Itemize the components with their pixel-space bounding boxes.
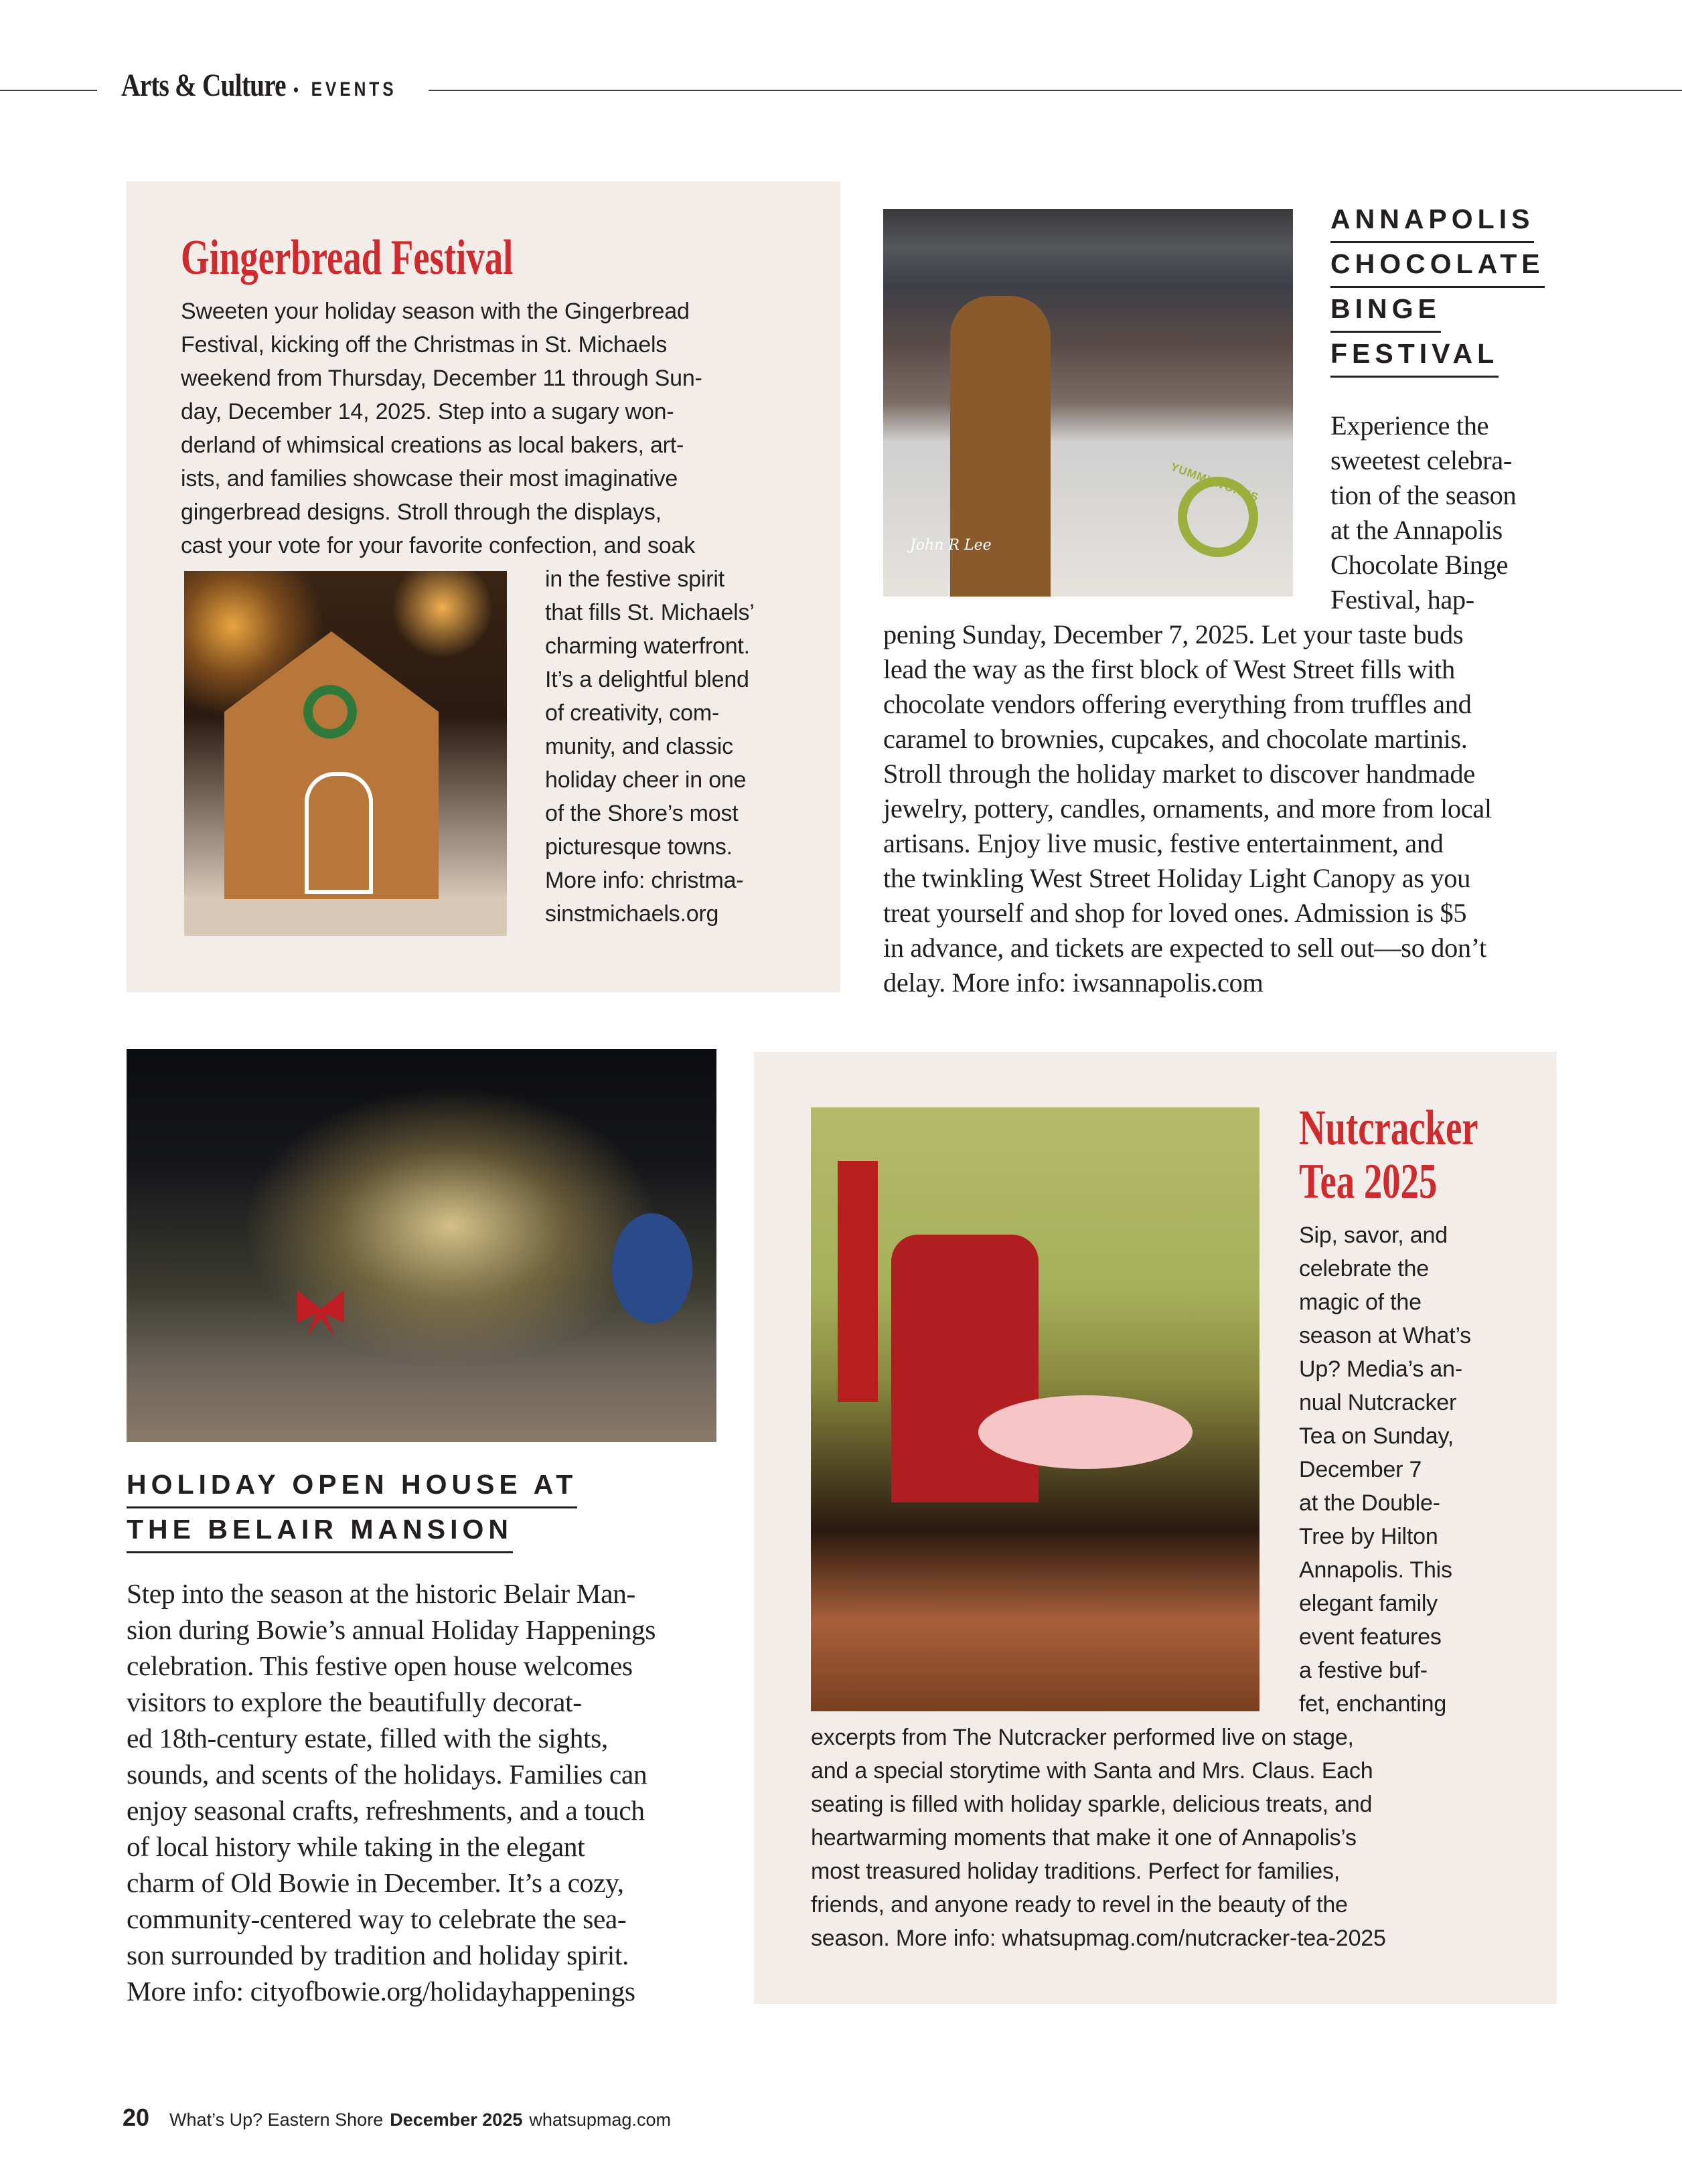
heading-line: FESTIVAL bbox=[1330, 335, 1499, 378]
chocolate-festival-photo bbox=[883, 209, 1293, 597]
title-line: Tea 2025 bbox=[1299, 1154, 1438, 1209]
text-line: Stroll through the holiday market to discover handmade bbox=[883, 759, 1475, 789]
section-title: Arts & Culture bbox=[121, 68, 286, 103]
text-line: Tea on Sunday, bbox=[1299, 1423, 1454, 1449]
text-line: treat yourself and shop for loved ones. Admission is $5 bbox=[883, 898, 1467, 928]
text-line: Festival, kicking off the Christmas in St. Michaels bbox=[181, 332, 668, 358]
text-line: Experience the bbox=[1330, 410, 1489, 441]
text-line: at the Annapolis bbox=[1330, 515, 1503, 545]
text-line: charming waterfront. bbox=[545, 633, 750, 659]
chocolate-body bbox=[883, 617, 1492, 1000]
text-line: sion during Bowie’s annual Holiday Happenings bbox=[127, 1614, 656, 1645]
text-line: jewelry, pottery, candles, ornaments, and more from local bbox=[883, 793, 1492, 824]
text-line: lead the way as the first block of West Street fills with bbox=[883, 654, 1455, 684]
belair-heading bbox=[127, 1466, 577, 1556]
text-line: visitors to explore the beautifully decorat- bbox=[127, 1687, 582, 1717]
heading-line: ANNAPOLIS bbox=[1330, 201, 1534, 243]
nutcracker-body-wrap bbox=[1299, 1219, 1471, 1721]
photo-credit-signature: John R Lee bbox=[910, 537, 992, 554]
text-line: magic of the bbox=[1299, 1290, 1422, 1315]
text-line: community-centered way to celebrate the sea- bbox=[127, 1903, 627, 1934]
text-line: picturesque towns. bbox=[545, 834, 733, 860]
text-line: weekend from Thursday, December 11 through Sun- bbox=[181, 366, 702, 391]
text-line: fet, enchanting bbox=[1299, 1691, 1447, 1717]
issue-date: December 2025 bbox=[390, 2110, 523, 2130]
publication-name: What’s Up? Eastern Shore bbox=[169, 2110, 384, 2130]
text-line: Sweeten your holiday season with the Gingerbread bbox=[181, 299, 690, 324]
text-line: chocolate vendors offering everything from truffles and bbox=[883, 689, 1472, 719]
bullet-separator: • bbox=[293, 80, 298, 100]
title-line: Nutcracker bbox=[1299, 1101, 1478, 1156]
text-line: munity, and classic bbox=[545, 734, 733, 759]
text-line: of the Shore’s most bbox=[545, 801, 739, 826]
text-line: ed 18th-century estate, filled with the sights, bbox=[127, 1723, 608, 1753]
text-line: of creativity, com- bbox=[545, 700, 720, 726]
red-bow-icon bbox=[297, 1290, 344, 1337]
text-line: event features bbox=[1299, 1624, 1442, 1650]
text-line: seating is filled with holiday sparkle, delicious treats, and bbox=[811, 1792, 1373, 1817]
text-line: most treasured holiday traditions. Perfect for families, bbox=[811, 1859, 1341, 1884]
text-line: Annapolis. This bbox=[1299, 1557, 1452, 1583]
header-rule-left bbox=[0, 90, 97, 91]
text-line: Festival, hap- bbox=[1330, 584, 1474, 615]
belair-body bbox=[127, 1575, 656, 2009]
text-line: charm of Old Bowie in December. It’s a cozy, bbox=[127, 1867, 624, 1898]
nutcracker-title bbox=[1299, 1101, 1478, 1208]
text-line: cast your vote for your favorite confection, and soak bbox=[181, 533, 696, 558]
nutcracker-dancers-photo bbox=[811, 1107, 1259, 1711]
text-line: son surrounded by tradition and holiday spirit. bbox=[127, 1940, 629, 1970]
chocolate-heading bbox=[1330, 201, 1572, 380]
text-line: Chocolate Binge bbox=[1330, 550, 1509, 580]
text-line: elegant family bbox=[1299, 1591, 1438, 1616]
text-line: day, December 14, 2025. Step into a sugary won- bbox=[181, 399, 674, 424]
text-line: excerpts from The Nutcracker performed live on stage, bbox=[811, 1725, 1354, 1750]
text-line: pening Sunday, December 7, 2025. Let your taste buds bbox=[883, 619, 1464, 649]
nutcracker-body bbox=[811, 1721, 1386, 1955]
page-number: 20 bbox=[123, 2104, 150, 2131]
gingerbread-title: Gingerbread Festival bbox=[181, 230, 514, 285]
text-line: It’s a delightful blend bbox=[545, 667, 749, 692]
text-line: that fills St. Michaels’ bbox=[545, 600, 755, 625]
text-line: sinstmichaels.org bbox=[545, 901, 719, 927]
header-rule-right bbox=[429, 90, 1682, 91]
text-line: Tree by Hilton bbox=[1299, 1524, 1438, 1549]
text-line: at the Double- bbox=[1299, 1490, 1440, 1516]
text-line: More info: christma- bbox=[545, 868, 744, 893]
text-line: Step into the season at the historic Belair Man- bbox=[127, 1578, 635, 1609]
heading-line: BINGE bbox=[1330, 291, 1441, 333]
text-line: celebration. This festive open house welcomes bbox=[127, 1650, 633, 1681]
painted-egg-sculpture bbox=[612, 1213, 692, 1324]
text-line: and a special storytime with Santa and Mrs. Claus. Each bbox=[811, 1758, 1373, 1784]
text-line: ists, and families showcase their most imaginative bbox=[181, 466, 678, 491]
gingerbread-body-wrap bbox=[545, 562, 755, 931]
text-line: tion of the season bbox=[1330, 480, 1517, 510]
text-line: holiday cheer in one bbox=[545, 767, 747, 793]
text-line: artisans. Enjoy live music, festive entertainment, and bbox=[883, 828, 1444, 858]
yummyworks-logo bbox=[1178, 477, 1258, 557]
chocolate-body-wrap bbox=[1330, 408, 1516, 617]
section-subtitle: EVENTS bbox=[311, 78, 397, 100]
gingerbread-house-photo bbox=[184, 571, 507, 936]
text-line: enjoy seasonal crafts, refreshments, and a touch bbox=[127, 1795, 645, 1826]
wreath-icon bbox=[303, 685, 357, 738]
section-header bbox=[121, 67, 397, 104]
text-line: December 7 bbox=[1299, 1457, 1422, 1482]
text-line: Up? Media’s an- bbox=[1299, 1356, 1462, 1382]
text-line: season at What’s bbox=[1299, 1323, 1471, 1348]
text-line: delay. More info: iwsannapolis.com bbox=[883, 967, 1264, 998]
heading-line: HOLIDAY OPEN HOUSE AT bbox=[127, 1466, 577, 1508]
text-line: of local history while taking in the elegant bbox=[127, 1831, 585, 1862]
text-line: celebrate the bbox=[1299, 1256, 1429, 1281]
text-line: sweetest celebra- bbox=[1330, 445, 1512, 475]
text-line: the twinkling West Street Holiday Light Canopy as you bbox=[883, 863, 1470, 893]
text-line: Sip, savor, and bbox=[1299, 1223, 1448, 1248]
text-line: nual Nutcracker bbox=[1299, 1390, 1457, 1415]
text-line: More info: cityofbowie.org/holidayhappenings bbox=[127, 1976, 635, 2007]
text-line: sounds, and scents of the holidays. Families can bbox=[127, 1759, 647, 1790]
heading-line: THE BELAIR MANSION bbox=[127, 1511, 513, 1553]
text-line: season. More info: whatsupmag.com/nutcracker-tea-2025 bbox=[811, 1926, 1386, 1951]
text-line: heartwarming moments that make it one of Annapolis’s bbox=[811, 1825, 1357, 1851]
nutcracker-figure bbox=[838, 1161, 878, 1402]
website: whatsupmag.com bbox=[529, 2110, 671, 2130]
text-line: derland of whimsical creations as local bakers, art- bbox=[181, 433, 684, 458]
yummyworks-banner-text: YUMMYWORKS bbox=[1168, 460, 1261, 504]
text-line: friends, and anyone ready to revel in the beauty of the bbox=[811, 1892, 1348, 1918]
door-shape bbox=[305, 772, 373, 894]
ballerina-tutu bbox=[978, 1395, 1193, 1469]
red-chair bbox=[891, 1235, 1039, 1502]
gingerbread-body bbox=[181, 295, 702, 562]
text-line: gingerbread designs. Stroll through the displays, bbox=[181, 499, 662, 525]
page-footer bbox=[123, 2104, 671, 2132]
belair-mansion-lights-photo bbox=[127, 1049, 716, 1442]
heading-line: CHOCOLATE bbox=[1330, 246, 1545, 288]
text-line: a festive buf- bbox=[1299, 1658, 1428, 1683]
text-line: in advance, and tickets are expected to sell out—so don’t bbox=[883, 933, 1486, 963]
text-line: caramel to brownies, cupcakes, and chocolate martinis. bbox=[883, 724, 1468, 754]
text-line: in the festive spirit bbox=[545, 566, 724, 592]
